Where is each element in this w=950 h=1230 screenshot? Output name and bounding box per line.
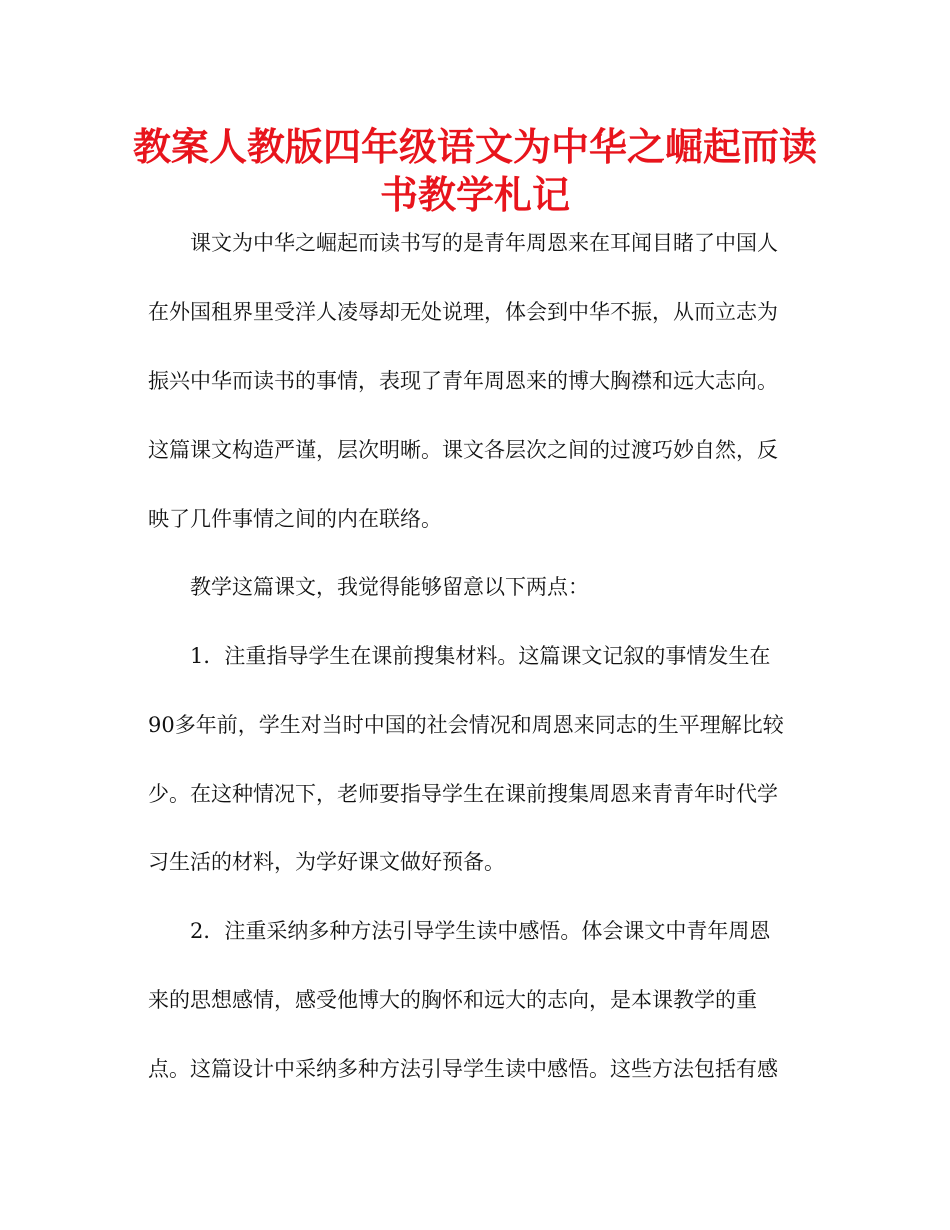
paragraph-line: 振兴中华而读书的事情，表现了青年周恩来的博大胸襟和远大志向。 — [148, 369, 778, 393]
paragraph-line: 在外国租界里受洋人凌辱却无处说理，体会到中华不振，从而立志为 — [148, 300, 778, 324]
paragraph-line: 习生活的材料，为学好课文做好预备。 — [148, 850, 505, 874]
paragraph-line: 1．注重指导学生在课前搜集材料。这篇课文记叙的事情发生在 — [190, 644, 771, 668]
paragraph-line: 90多年前，学生对当时中国的社会情况和周恩来同志的生平理解比较 — [148, 713, 784, 737]
paragraph-line: 少。在这种情况下，老师要指导学生在课前搜集周恩来青青年时代学 — [148, 782, 778, 806]
paragraph-line: 课文为中华之崛起而读书写的是青年周恩来在耳闻目睹了中国人 — [190, 231, 778, 255]
paragraph-line: 来的思想感情，感受他博大的胸怀和远大的志向，是本课教学的重 — [148, 988, 757, 1012]
paragraph-line: 映了几件事情之间的内在联络。 — [148, 507, 442, 531]
paragraph-line: 教学这篇课文，我觉得能够留意以下两点： — [190, 575, 589, 599]
paragraph-line: 点。这篇设计中采纳多种方法引导学生读中感悟。这些方法包括有感 — [148, 1057, 778, 1081]
paragraph-line: 2．注重采纳多种方法引导学生读中感悟。体会课文中青年周恩 — [190, 919, 771, 943]
document-title-line-1: 教案人教版四年级语文为中华之崛起而读 — [132, 125, 817, 169]
paragraph-line: 这篇课文构造严谨，层次明晰。课文各层次之间的过渡巧妙自然，反 — [148, 438, 778, 462]
document-title-line-2: 书教学札记 — [379, 173, 570, 217]
